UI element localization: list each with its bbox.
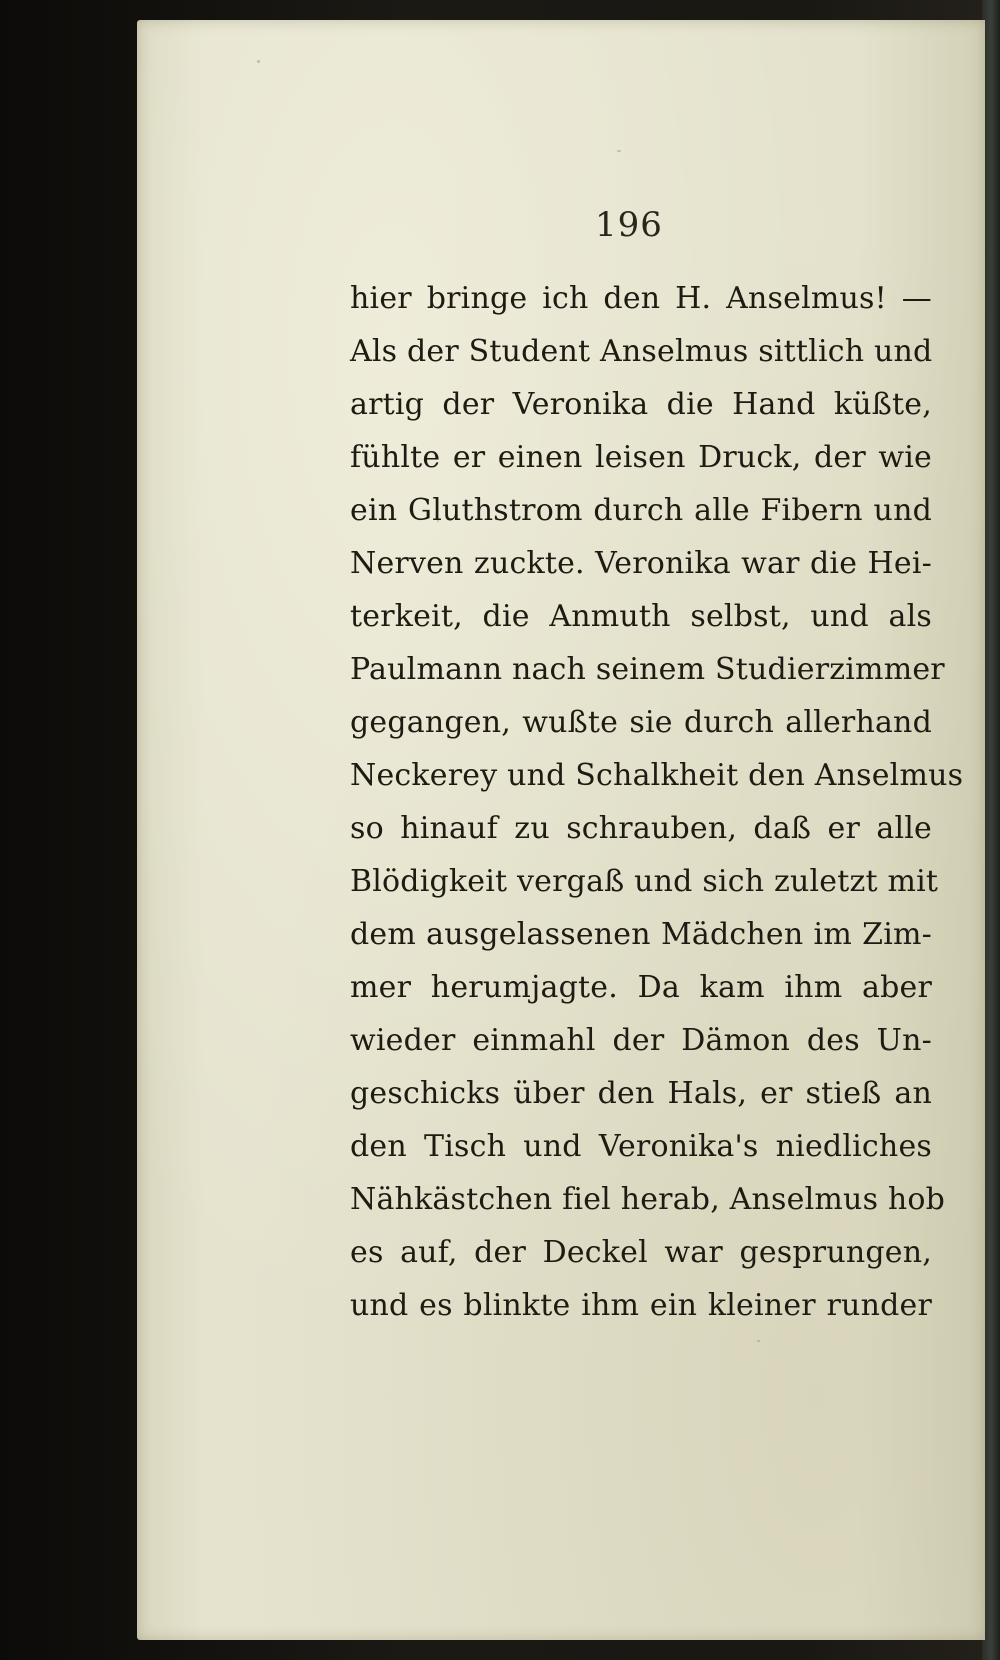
text-line: Blödigkeit vergaß und sich zuletzt mit	[350, 864, 939, 899]
text-line: terkeit, die Anmuth selbst, und als	[350, 599, 932, 634]
text-line: wieder einmahl der Dämon des Un-	[350, 1023, 932, 1058]
text-line: und es blinkte ihm ein kleiner runder	[350, 1288, 932, 1323]
text-line: Nerven zuckte. Veronika war die Hei-	[350, 546, 932, 581]
text-line: geschicks über den Hals, er stieß an	[350, 1076, 932, 1111]
text-line: fühlte er einen leisen Druck, der wie	[350, 440, 932, 475]
text-line: es auf, der Deckel war gesprungen,	[350, 1235, 932, 1270]
text-line: so hinauf zu schrauben, daß er alle	[350, 811, 932, 846]
text-line: Paulmann nach seinem Studierzimmer	[350, 652, 945, 687]
text-line: hier bringe ich den H. Anselmus! —	[350, 281, 932, 316]
text-line: dem ausgelassenen Mädchen im Zim-	[350, 917, 932, 952]
body-text	[350, 272, 964, 1332]
text-line: gegangen, wußte sie durch allerhand	[350, 705, 932, 740]
text-line: den Tisch und Veronika's niedliches	[350, 1129, 932, 1164]
text-line: Nähkästchen fiel herab, Anselmus hob	[350, 1182, 946, 1217]
text-line: artig der Veronika die Hand küßte,	[350, 387, 932, 422]
page-number: 196	[595, 205, 663, 245]
text-line: Neckerey und Schalkheit den Anselmus	[350, 758, 964, 793]
page-speck	[257, 60, 260, 63]
text-line: Als der Student Anselmus sittlich und	[350, 334, 933, 369]
text-line: mer herumjagte. Da kam ihm aber	[350, 970, 932, 1005]
page-speck	[757, 1340, 760, 1342]
text-line: ein Gluthstrom durch alle Fibern und	[350, 493, 932, 528]
page-speck	[617, 150, 621, 152]
